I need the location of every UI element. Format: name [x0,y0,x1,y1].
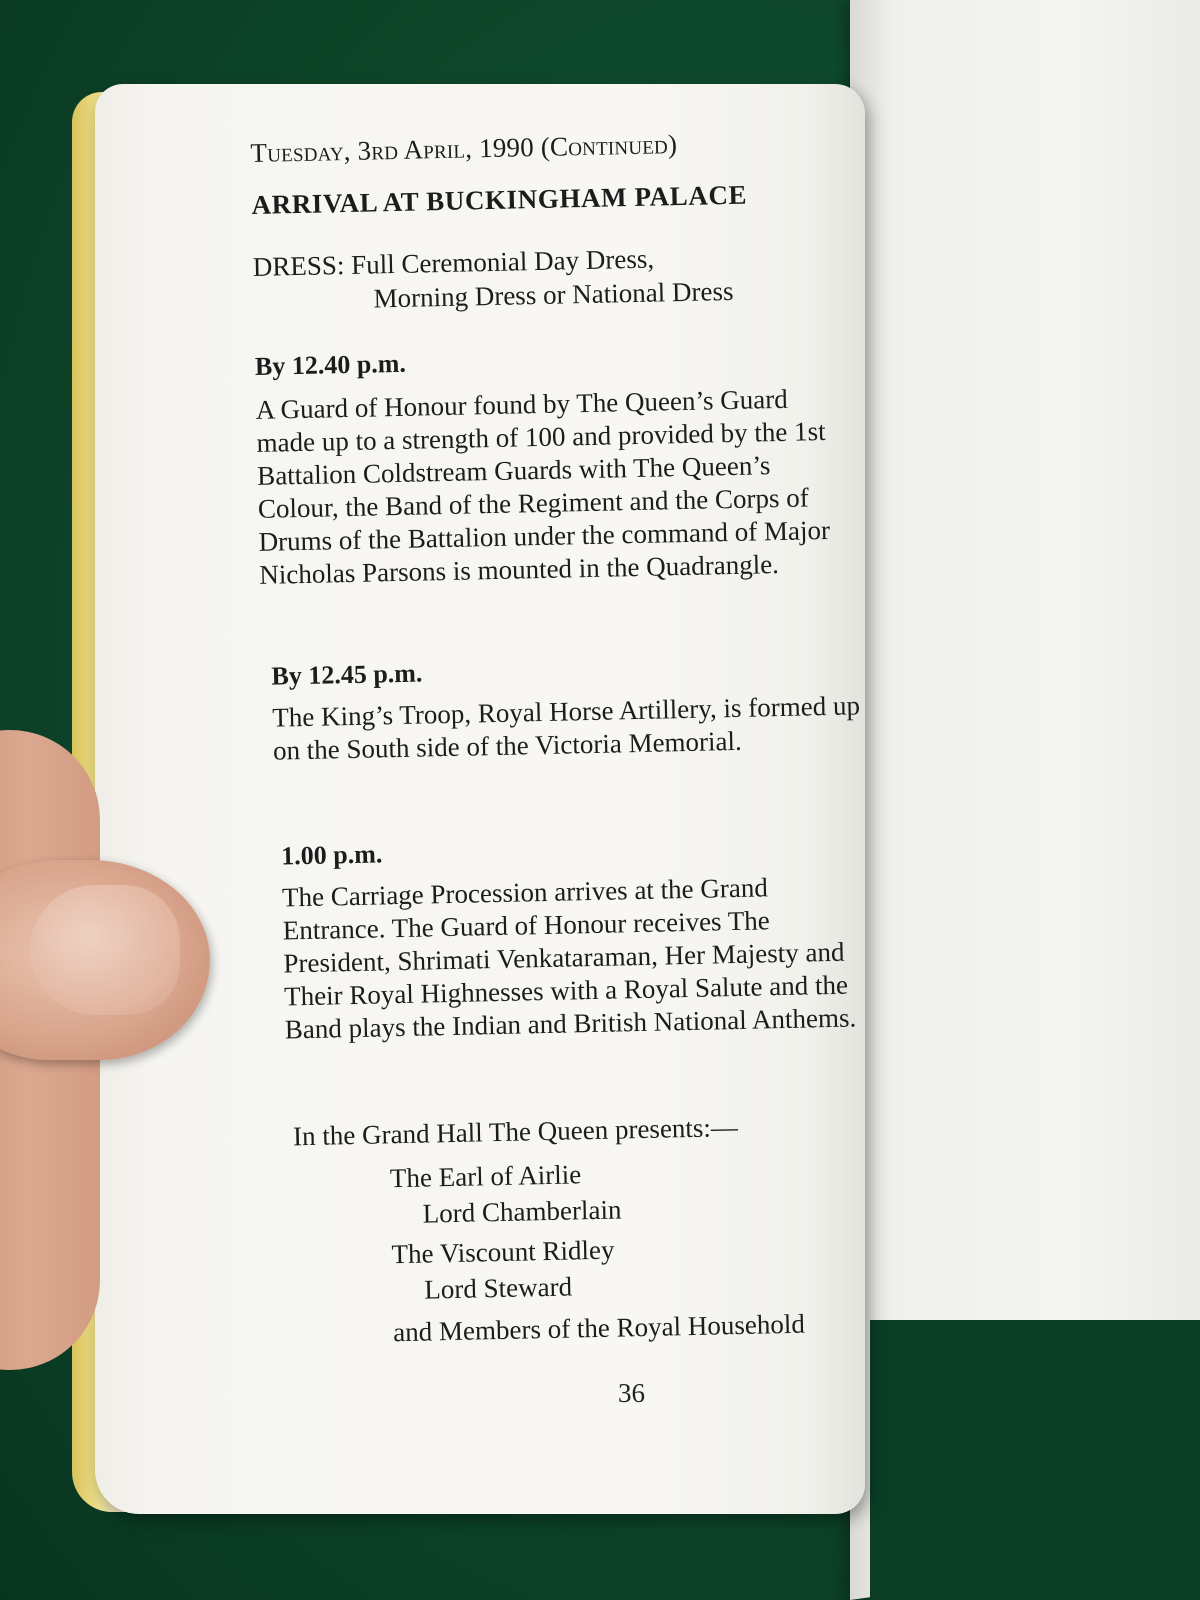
section-heading: ARRIVAL AT BUCKINGHAM PALACE [251,179,748,220]
time-1240: By 12.40 p.m. [254,348,407,381]
page-title: Tuesday, 3rd April, 1990 (Continued) [250,129,678,168]
page-number: 36 [618,1378,645,1408]
dress-line-2: Morning Dress or National Dress [373,275,734,314]
presents-intro: In the Grand Hall The Queen presents:— [292,1112,739,1152]
background-cloth [870,1320,1200,1600]
time-1300: 1.00 p.m. [280,839,383,871]
time-1245: By 12.45 p.m. [271,658,423,691]
thumbnail [30,885,180,1015]
dress-line-1: DRESS: Full Ceremonial Day Dress, [252,243,655,282]
presentee-lord-chamberlain: Lord Chamberlain [422,1194,622,1229]
paragraph-kings-troop: The King’s Troop, Royal Horse Artillery, is formed up on the South side of the Victoria Memorial. [271,690,861,766]
paragraph-carriage-procession: The Carriage Procession arrives at the Grand Entrance. The Guard of Honour receives The President, Shrimati Venkataraman, Her Majesty and Their Royal Highnesses with a Royal Salute and the Band plays the Indian and British National Anthems. [281,872,857,1045]
presentee-royal-household: and Members of the Royal Household [392,1308,806,1348]
presentee-viscount-ridley: The Viscount Ridley [391,1234,615,1270]
presentee-earl-of-airlie: The Earl of Airlie [389,1159,582,1194]
presentee-lord-steward: Lord Steward [424,1271,573,1305]
paragraph-guard-of-honour: A Guard of Honour found by The Queen’s Guard made up to a strength of 100 and provided by the 1st Battalion Coldstream Guards with The Queen’s Colour, the Band of the Regiment and the Corps of Drums of the Battalion under the command of Major Nicholas Parsons is mounted in the Quadrangle. [255,383,831,590]
